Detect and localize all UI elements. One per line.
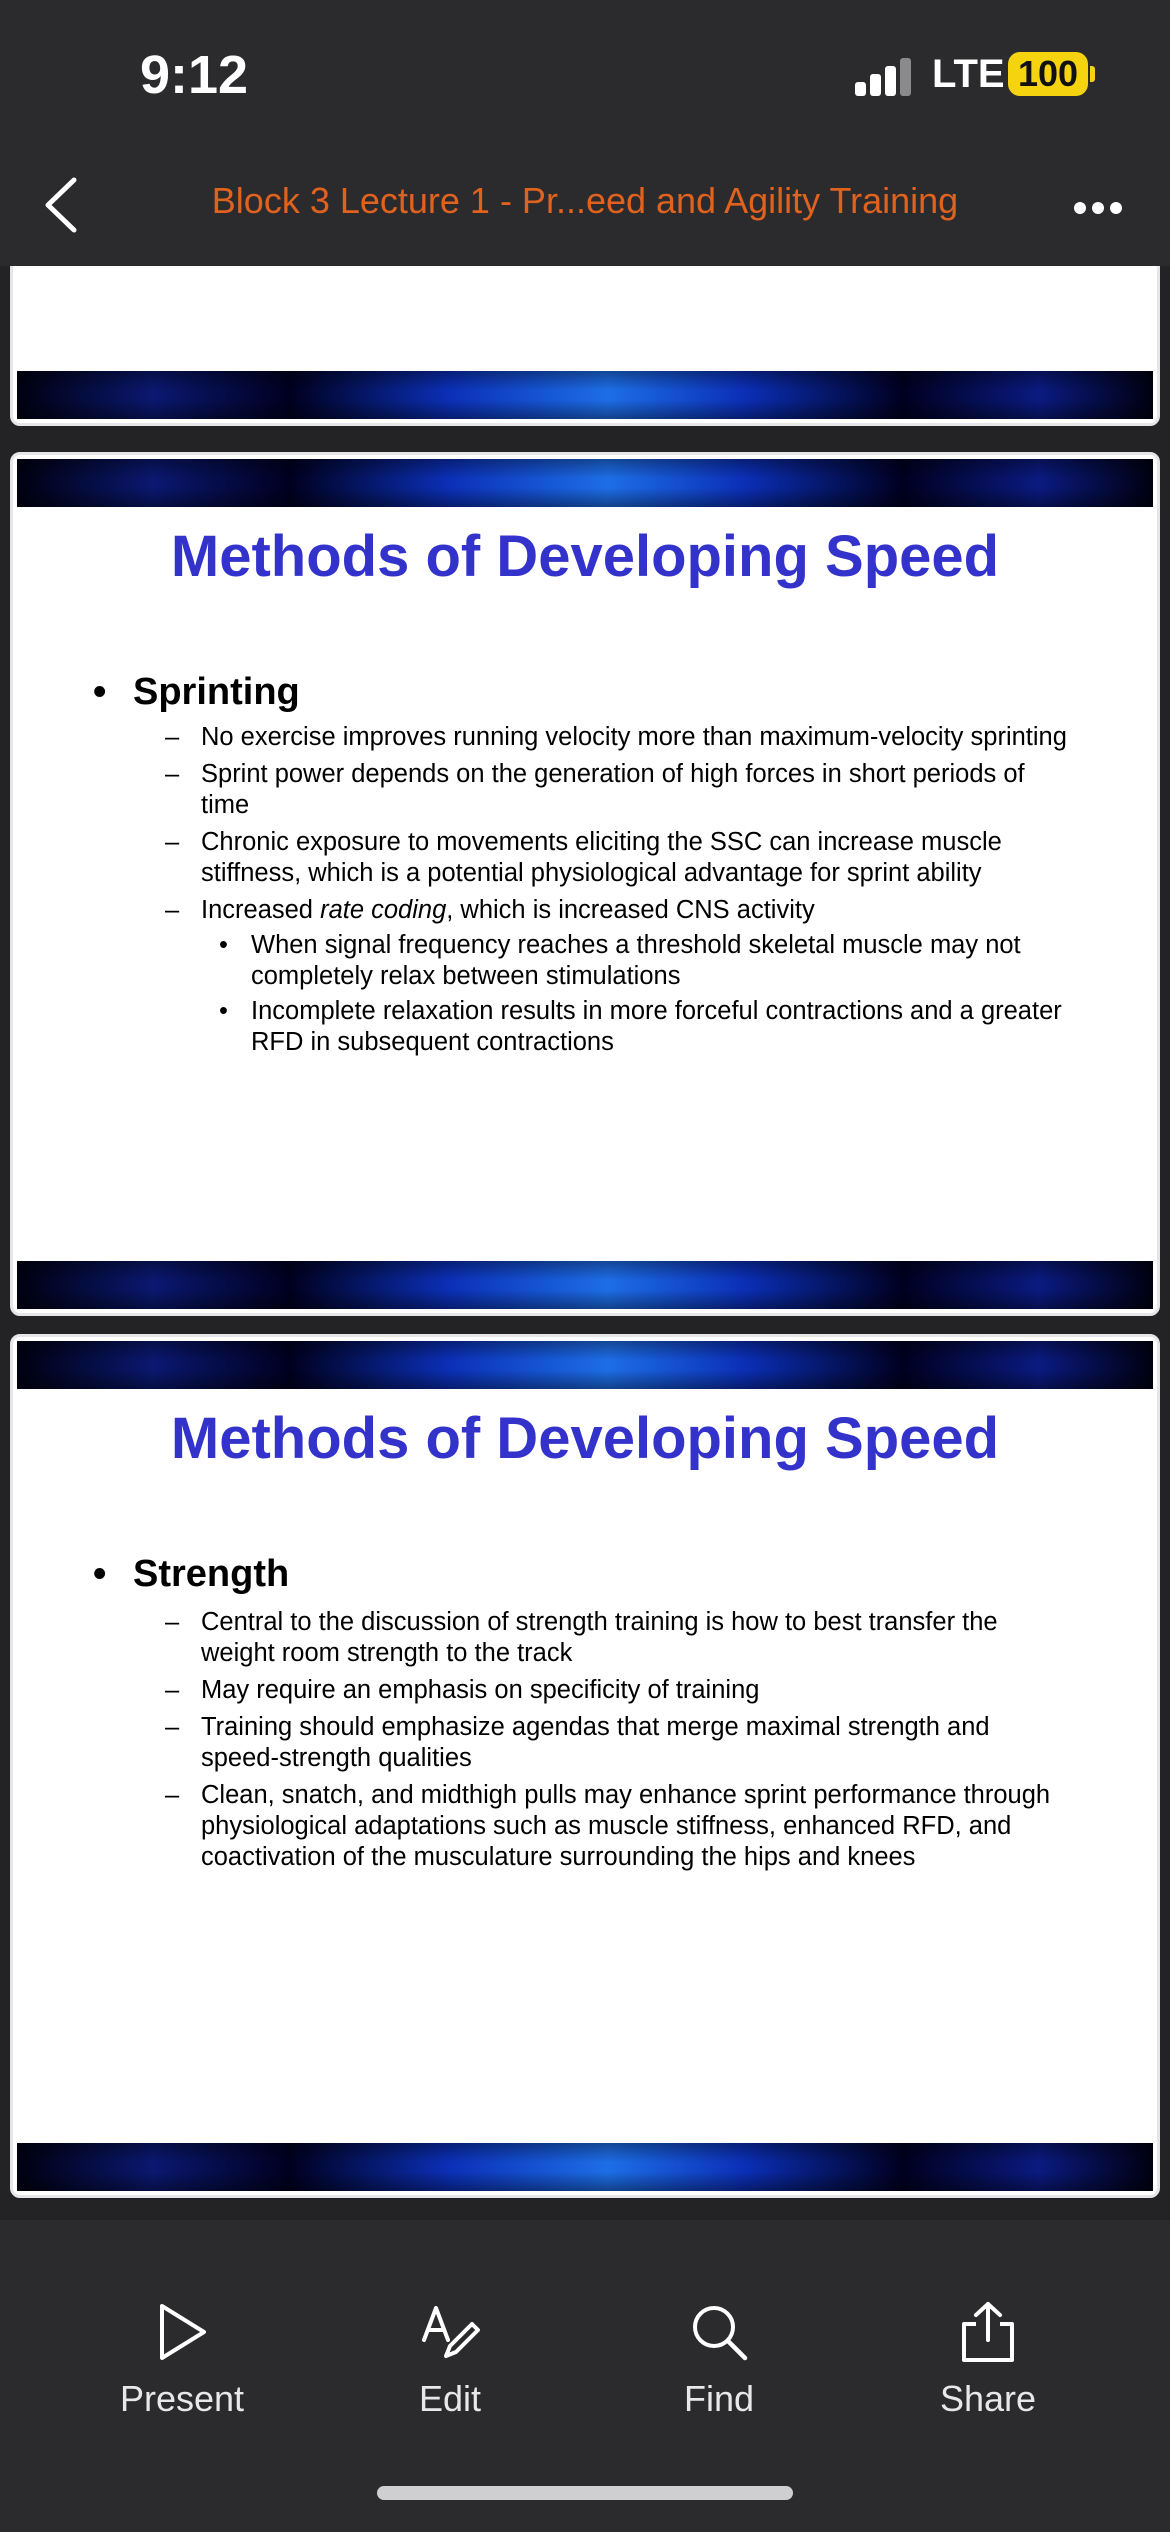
network-label: LTE [932, 52, 1005, 96]
list-item: – No exercise improves running velocity more than maximum-velocity sprinting [153, 722, 1067, 753]
slide-band-bottom [17, 2143, 1153, 2191]
chevron-left-icon [38, 174, 94, 236]
present-label: Present [119, 2378, 245, 2419]
nav-bar [0, 150, 1170, 266]
slide-sprinting[interactable] [10, 452, 1160, 1316]
list-item: – Central to the discussion of strength training is how to best transfer the weight room strength to the track [153, 1607, 1067, 1669]
bullet-list [153, 722, 1067, 1064]
share-icon [956, 2300, 1020, 2364]
status-time: 9:12 [140, 45, 249, 105]
home-indicator[interactable] [377, 2486, 793, 2500]
list-item [153, 895, 1067, 1058]
bullet-heading: • Sprinting [93, 671, 300, 713]
list-item: – May require an emphasis on specificity of training [153, 1675, 1067, 1706]
find-label: Find [683, 2378, 755, 2419]
status-bar [0, 0, 1170, 150]
battery-icon: 100 [1008, 52, 1088, 96]
more-options-button[interactable] [1068, 196, 1128, 220]
search-icon [687, 2300, 751, 2364]
bullet-heading-text: Sprinting [133, 671, 300, 713]
edit-button[interactable] [350, 2300, 550, 2420]
slide-band-top [17, 459, 1153, 507]
sub-list [201, 930, 1067, 1058]
slide-title: Methods of Developing Speed [170, 1406, 1000, 1471]
list-item-text: , which is increased CNS activity [446, 896, 815, 924]
list-item: – Chronic exposure to movements eliciting the SSC can increase muscle stiffness, which is a potential physiological advantage for sprint ability [153, 827, 1067, 889]
sub-list-item: • When signal frequency reaches a threshold skeletal muscle may not completely relax between stimulations [201, 930, 1067, 992]
document-title: Block 3 Lecture 1 - Pr...eed and Agility Training [211, 180, 959, 221]
slide-title: Methods of Developing Speed [170, 524, 1000, 589]
slide-band-bottom [17, 1261, 1153, 1309]
bullet-heading: • Strength [93, 1553, 290, 1595]
list-item-text: Increased [201, 896, 321, 924]
slide-band-top [17, 1341, 1153, 1389]
bullet-heading-text: Strength [133, 1553, 290, 1595]
signal-icon [855, 58, 915, 96]
edit-pen-icon [418, 2300, 482, 2364]
share-label: Share [939, 2378, 1037, 2419]
list-item: – Sprint power depends on the generation of high forces in short periods of time [153, 759, 1067, 821]
present-button[interactable] [82, 2300, 282, 2420]
slide-previous[interactable] [10, 266, 1160, 426]
play-icon [152, 2300, 212, 2364]
slide-strength[interactable] [10, 1334, 1160, 2198]
list-item: – Clean, snatch, and midthigh pulls may enhance sprint performance through physiological adaptations such as muscle stiffness, enhanced RFD, and coactivation of the musculature surrounding the hips and knees [153, 1780, 1067, 1873]
list-item-emphasis: rate coding [320, 896, 447, 924]
sub-list-item: • Incomplete relaxation results in more forceful contractions and a greater RFD in subsequent contractions [201, 996, 1067, 1058]
find-button[interactable] [619, 2300, 819, 2420]
list-item: – Training should emphasize agendas that merge maximal strength and speed-strength qualities [153, 1712, 1067, 1774]
bullet-list [153, 1607, 1067, 1879]
edit-label: Edit [418, 2378, 482, 2419]
back-button[interactable] [38, 174, 94, 236]
slide-band-bottom [17, 371, 1153, 419]
slides-scroll-area[interactable] [0, 266, 1170, 2220]
share-button[interactable] [888, 2300, 1088, 2420]
battery-tip [1090, 66, 1095, 82]
